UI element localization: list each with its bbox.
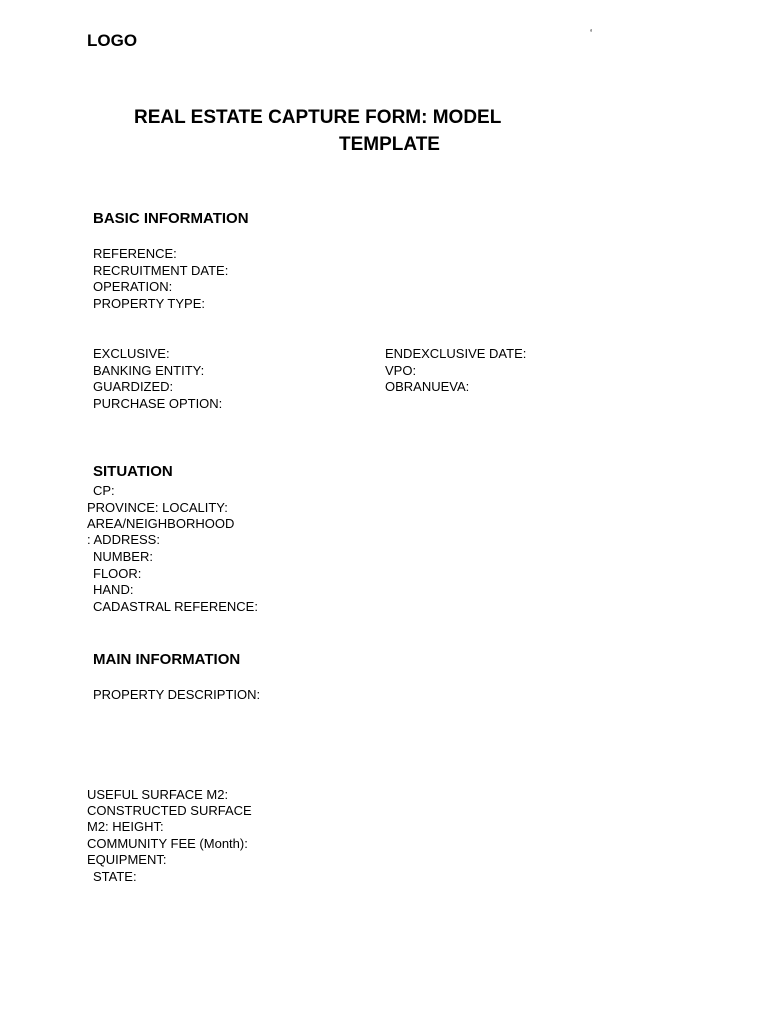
province-locality-label: PROVINCE: LOCALITY: bbox=[87, 500, 228, 515]
exclusive-label: EXCLUSIVE: bbox=[93, 346, 170, 361]
equipment-label: EQUIPMENT: bbox=[87, 852, 167, 867]
basic-information-heading: BASIC INFORMATION bbox=[93, 210, 249, 227]
property-type-label: PROPERTY TYPE: bbox=[93, 295, 205, 311]
form-title-line-1: REAL ESTATE CAPTURE FORM: MODEL bbox=[134, 107, 502, 128]
basic-information-right-column bbox=[385, 346, 526, 396]
logo-text: LOGO bbox=[87, 31, 138, 50]
community-fee-label: COMMUNITY FEE (Month): bbox=[87, 836, 248, 851]
height-label: M2: HEIGHT: bbox=[87, 819, 164, 834]
cadastral-reference-label: CADASTRAL REFERENCE: bbox=[93, 599, 258, 614]
banking-entity-label: BANKING ENTITY: bbox=[93, 362, 205, 378]
operation-label: OPERATION: bbox=[93, 279, 173, 295]
number-label: NUMBER: bbox=[93, 549, 153, 564]
property-description-label: PROPERTY DESCRIPTION: bbox=[93, 687, 261, 702]
main-information-heading: MAIN INFORMATION bbox=[93, 651, 241, 668]
area-neighborhood-label: AREA/NEIGHBORHOOD bbox=[87, 516, 235, 531]
basic-information-fields bbox=[93, 246, 228, 312]
constructed-surface-label: CONSTRUCTED SURFACE bbox=[87, 803, 252, 818]
cp-label: CP: bbox=[93, 483, 115, 498]
endexclusive-date-label: ENDEXCLUSIVE DATE: bbox=[385, 346, 527, 361]
form-title-line-2: TEMPLATE bbox=[339, 134, 440, 155]
basic-information-left-column bbox=[93, 346, 222, 412]
purchase-option-label: PURCHASE OPTION: bbox=[93, 395, 223, 411]
situation-heading: SITUATION bbox=[93, 463, 173, 480]
guardized-label: GUARDIZED: bbox=[93, 379, 174, 395]
reference-label: REFERENCE: bbox=[93, 246, 177, 261]
corner-mark: ‘ bbox=[590, 28, 593, 39]
floor-label: FLOOR: bbox=[93, 566, 142, 581]
recruitment-date-label: RECRUITMENT DATE: bbox=[93, 262, 229, 278]
vpo-label: VPO: bbox=[385, 362, 417, 378]
obranueva-label: OBRANUEVA: bbox=[385, 379, 470, 395]
state-label: STATE: bbox=[93, 869, 137, 884]
address-label: : ADDRESS: bbox=[87, 532, 160, 547]
hand-label: HAND: bbox=[93, 582, 134, 597]
useful-surface-label: USEFUL SURFACE M2: bbox=[87, 787, 229, 802]
